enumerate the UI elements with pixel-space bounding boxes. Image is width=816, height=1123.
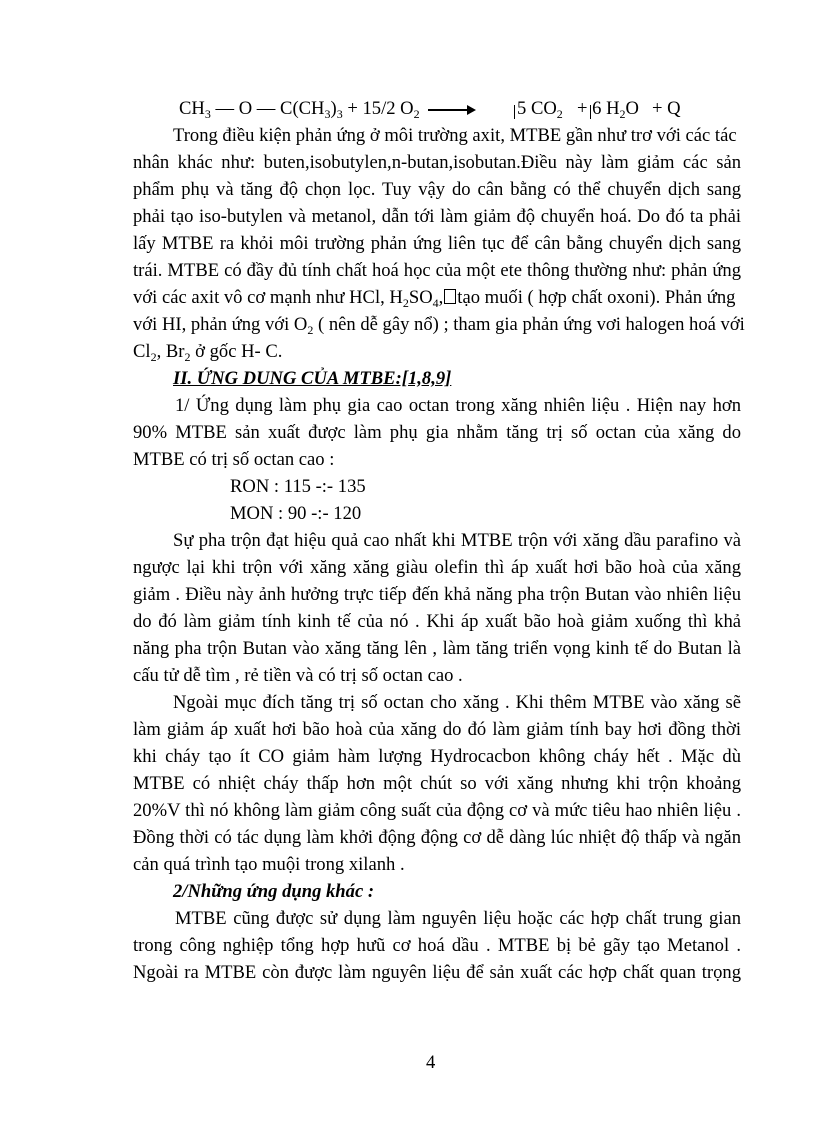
paragraph-line: làm giảm áp xuất hơi bão hoà của xăng do đó làm giảm tính bay hơi đồng thời xyxy=(133,719,741,740)
paragraph-line: ngược lại khi trộn với xăng xăng giàu olefin thì áp xuất hơi bão hoà của xăng xyxy=(133,557,741,578)
mon-value: MON : 90 -:- 120 xyxy=(230,503,362,524)
paragraph-line: trái. MTBE có đầy đủ tính chất hoá học của một ete thông thường như: phản ứng xyxy=(133,260,741,281)
equation-heat: + Q xyxy=(652,98,681,119)
arrow-head-icon xyxy=(467,105,476,115)
paragraph-line: phải tạo iso-butylen và metanol, dẫn tới làm giảm độ chuyển hoá. Do đó ta phải xyxy=(133,206,741,227)
reaction-arrow xyxy=(428,109,468,111)
paragraph-line: lấy MTBE ra khỏi môi trường phản ứng liên tục để cân bằng chuyển dịch sang xyxy=(133,233,741,254)
subsection-heading: 2/Những ứng dụng khác : xyxy=(173,881,375,902)
paragraph-line: nhân khác như: buten,isobutylen,n-butan,isobutan.Điều này làm giảm các sản xyxy=(133,152,741,173)
paragraph-line: với các axit vô cơ mạnh như HCl, $H_2SO_4$, tạo muối ( hợp chất oxoni). Phản ứng xyxy=(133,287,736,310)
ron-value: RON : 115 -:- 135 xyxy=(230,476,366,497)
paragraph-line: phẩm phụ và tăng độ chọn lọc. Tuy vậy do cân bằng có thể chuyển dịch sang xyxy=(133,179,741,200)
paragraph-line: 20%V thì nó không làm giảm công suất của động cơ và mức tiêu hao nhiên liệu . xyxy=(133,800,741,821)
paragraph-line: $Cl_2$, $Br_2$ ở gốc H- C. xyxy=(133,341,283,364)
paragraph-line: 1/ Ứng dụng làm phụ gia cao octan trong xăng nhiên liệu . Hiện nay hơn xyxy=(175,395,741,416)
paragraph-line: MTBE có nhiệt cháy thấp hơn một chút so với xăng nhưng khi trộn khoảng xyxy=(133,773,741,794)
paragraph-line: do đó làm giảm tính kinh tế của nó . Khi áp xuất bão hoà giảm xuống thì khả xyxy=(133,611,741,632)
equation-tick-mark xyxy=(514,105,515,119)
paragraph-line: Ngoài mục đích tăng trị số octan cho xăng . Khi thêm MTBE vào xăng sẽ xyxy=(173,692,741,713)
paragraph-line: Đồng thời có tác dụng làm khởi động động cơ dễ dàng lúc nhiệt độ thấp và ngăn xyxy=(133,827,741,848)
paragraph-line: cấu tử dễ tìm , rẻ tiền và có trị số octan cao . xyxy=(133,665,463,686)
equation-product-h2o: + 6 $H_2O$ xyxy=(577,98,639,121)
paragraph-line: cản quá trình tạo muội trong xilanh . xyxy=(133,854,405,875)
paragraph-line: giảm . Điều này ảnh hưởng trực tiếp đến khả năng pha trộn Butan vào nhiên liệu xyxy=(133,584,741,605)
page-number: 4 xyxy=(426,1052,436,1073)
paragraph-line: trong công nghiệp tổng hợp hưũ cơ hoá dầu . MTBE bị bẻ gãy tạo Metanol . xyxy=(133,935,741,956)
paragraph-line: MTBE có trị số octan cao : xyxy=(133,449,335,470)
paragraph-line: năng pha trộn Butan vào xăng tăng lên , làm tăng triển vọng kinh tế do Butan là xyxy=(133,638,741,659)
paragraph-line: khi cháy tạo ít CO giảm hàm lượng Hydrocacbon không cháy hết . Mặc dù xyxy=(133,746,741,767)
paragraph-line: với HI, phản ứng với $O_2$ ( nên dễ gây nổ) ; tham gia phản ứng vơi halogen hoá với xyxy=(133,314,745,337)
paragraph-line: MTBE cũng được sử dụng làm nguyên liệu hoặc các hợp chất trung gian xyxy=(175,908,741,929)
section-heading: II. ỨNG DUNG CỦA MTBE:[1,8,9] xyxy=(173,368,452,389)
paragraph-line: Trong điều kiện phản ứng ở môi trường axit, MTBE gần như trơ với các tác xyxy=(173,125,737,146)
missing-glyph-box-icon xyxy=(444,289,456,304)
equation-reactants: $CH_3$ — O — $C(CH_3)_3 + 15/2$ $O_2$ xyxy=(179,98,420,121)
paragraph-line: Ngoài ra MTBE còn được làm nguyên liệu để sản xuất các hợp chất quan trọng xyxy=(133,962,741,983)
paragraph-line: 90% MTBE sản xuất được làm phụ gia nhằm tăng trị số octan của xăng do xyxy=(133,422,741,443)
equation-product-co2: 5 $CO_2$ xyxy=(517,98,563,121)
paragraph-line: Sự pha trộn đạt hiệu quả cao nhất khi MTBE trộn với xăng dầu parafino và xyxy=(173,530,741,551)
